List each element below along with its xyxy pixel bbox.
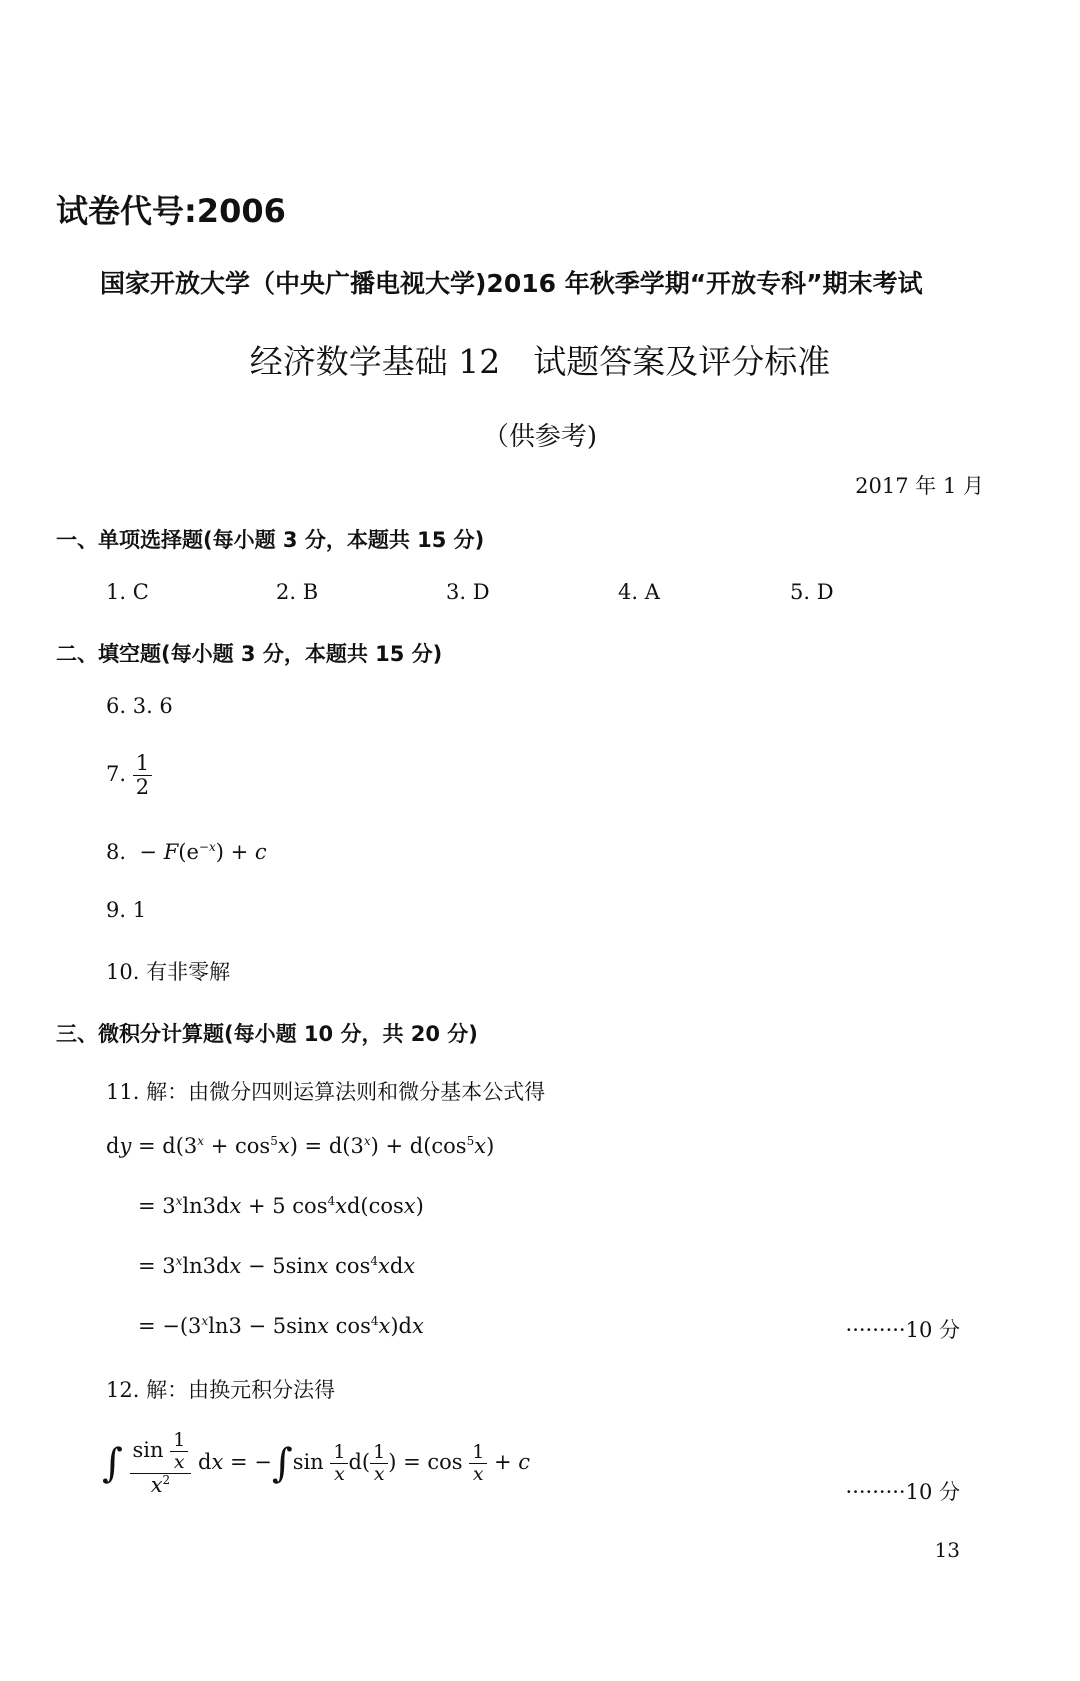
answer-8-formula: − $F(e^{-x}) + c$ — [132, 840, 267, 864]
q11-intro: 11. 解：由微分四则运算法则和微分基本公式得 — [106, 1080, 546, 1104]
exam-name: 国家开放大学（中央广播电视大学)2016 年秋季学期“开放专科”期末考试 — [100, 269, 923, 298]
q11-step-3: = $3^x\ln 3dx - 5\sin x$ $\cos^4xdx$ — [138, 1254, 416, 1278]
page-title: 经济数学基础 12 试题答案及评分标准 — [249, 342, 831, 381]
answer-9: 9. 1 — [106, 898, 147, 922]
answer-10: 10. 有非零解 — [106, 960, 231, 984]
fraction-denominator: 2 — [135, 775, 150, 800]
q11-step-2: = $3^x\ln 3dx + 5$ $\cos^4xd(\cos x)$ — [138, 1194, 424, 1218]
section-1-heading: 一、单项选择题(每小题 3 分，本题共 15 分) — [56, 528, 485, 552]
answer-5: 5. D — [790, 580, 834, 604]
section-3-heading: 三、微积分计算题(每小题 10 分，共 20 分) — [56, 1022, 478, 1046]
answer-7-label: 7. — [106, 762, 127, 787]
section-2-heading: 二、填空题(每小题 3 分，本题共 15 分) — [56, 642, 443, 666]
q12-score: ·········10 分 — [845, 1480, 960, 1504]
answer-3: 3. D — [446, 580, 490, 604]
answer-8-label: 8. — [106, 840, 127, 864]
q12-intro: 12. 解：由换元积分法得 — [106, 1378, 336, 1402]
reference-note: （供参考) — [482, 422, 598, 452]
fraction-numerator: 1 — [133, 752, 152, 776]
answer-6: 6. 3. 6 — [106, 694, 173, 718]
answer-8 — [106, 840, 267, 864]
q11-step-4: = $-(3^x\ln 3 - 5\sin x$ $\cos^4x)dx$ — [138, 1314, 424, 1338]
q11-step-1: dy = $d(3^x + \cos^5x) = d(3^x) + d(\cos^5x)$ — [106, 1134, 495, 1158]
q11-score: ·········10 分 — [845, 1318, 960, 1342]
answer-7-fraction — [133, 752, 152, 799]
answer-7 — [106, 752, 152, 799]
q12-formula: ∫ sin $\frac{1}{x}$ $x^2$ dx = −∫sin $\frac{1}{x}$ d( $\frac{1}{x}$ ) = cos $\frac{1}{x}$ + c — [102, 1429, 531, 1497]
answer-4: 4. A — [618, 580, 660, 604]
page-number: 13 — [934, 1538, 960, 1562]
exam-date: 2017 年 1 月 — [855, 474, 984, 498]
paper-code: 试卷代号:2006 — [56, 192, 286, 230]
answer-1: 1. C — [106, 580, 149, 604]
answer-2: 2. B — [276, 580, 319, 604]
